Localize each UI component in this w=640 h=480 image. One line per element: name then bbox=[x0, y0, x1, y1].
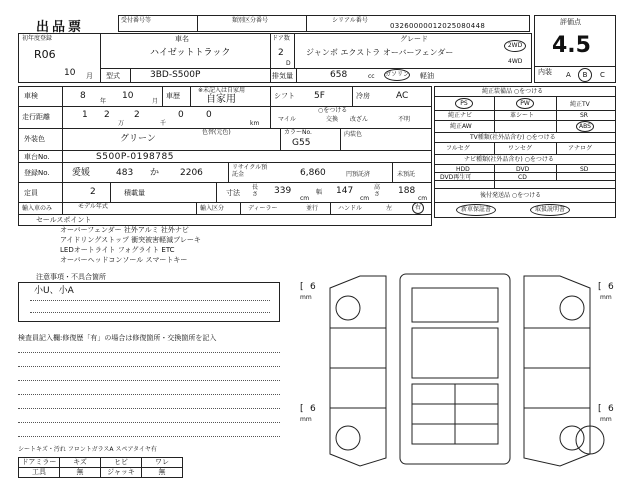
doors-value: 2 bbox=[278, 48, 284, 58]
import-left: 左 bbox=[386, 205, 393, 212]
tv-type-label: TV種類(社外品含む) ○をつける bbox=[470, 134, 556, 141]
car-name-label: 車名 bbox=[175, 35, 189, 43]
width-value: 147 bbox=[336, 186, 354, 196]
inspection-month: 10 bbox=[122, 91, 134, 101]
import-handle: ハンドル bbox=[338, 205, 363, 212]
tire-rr-bracket: [ bbox=[598, 404, 602, 414]
usage-note: ※未記入は自家用 bbox=[198, 87, 246, 94]
tire-rl: 6 bbox=[310, 404, 316, 414]
mileage-label: 走行距離 bbox=[22, 113, 50, 121]
equip-ps-circled: PS bbox=[455, 98, 473, 109]
inspector-title: 検査員記入欄:修復歴「有」の場合は修復箇所・交換箇所を記入 bbox=[18, 334, 217, 342]
shift-value: 5F bbox=[314, 91, 325, 101]
tire-fl-unit: mm bbox=[300, 294, 312, 301]
mileage-digit-4: 0 bbox=[178, 110, 184, 120]
interior-a: A bbox=[566, 71, 571, 79]
import-parallel: 並行 bbox=[306, 205, 319, 212]
tire-fr: 6 bbox=[608, 282, 614, 292]
import-label: 輸入車のみ bbox=[22, 205, 53, 212]
equip-sr: SR bbox=[580, 112, 588, 119]
plate-kana: か bbox=[150, 168, 160, 178]
equip-title: 純正装備品 ○をつける bbox=[482, 88, 544, 95]
bottom-h-scratch: キズ bbox=[60, 458, 101, 468]
plate-class: 483 bbox=[116, 168, 134, 178]
drive-4wd: 4WD bbox=[508, 58, 523, 65]
equip-aw-genuine: 純正AW bbox=[450, 123, 472, 130]
mileage-tampered: 改ざん bbox=[350, 116, 369, 123]
mileage-replaced: 交換 bbox=[326, 116, 339, 123]
inspection-label: 車検 bbox=[24, 92, 38, 100]
tire-fr-bracket: [ bbox=[598, 282, 602, 292]
bottom-v-none-2: 無 bbox=[142, 468, 183, 478]
plate-number: 2206 bbox=[180, 168, 203, 178]
post-send-label: 後付発送品 ○をつける bbox=[480, 192, 542, 199]
tire-fl: 6 bbox=[310, 282, 316, 292]
equip-tv-genuine: 純正TV bbox=[570, 101, 590, 108]
bottom-h-break: ワレ bbox=[142, 458, 183, 468]
tire-rr: 6 bbox=[608, 404, 614, 414]
tv-analog: アナログ bbox=[568, 145, 593, 152]
displacement-value: 658 bbox=[330, 70, 348, 80]
fuel-light: 軽油 bbox=[420, 72, 434, 80]
plate-region: 愛媛 bbox=[72, 168, 91, 178]
bottom-h-crack: ヒビ bbox=[101, 458, 142, 468]
color-code-label: 色替(元色) bbox=[202, 129, 231, 136]
shift-label: シフト bbox=[274, 92, 295, 100]
import-dealer: ディーラー bbox=[248, 205, 278, 212]
bottom-v-none-1: 無 bbox=[60, 468, 101, 478]
car-body-diagram bbox=[290, 268, 630, 474]
bottom-v-jack: ジャッキ bbox=[101, 468, 142, 478]
first-reg-era: R06 bbox=[34, 48, 56, 61]
grade-label: グレード bbox=[400, 35, 428, 43]
chassis-value: S500P-0198785 bbox=[96, 152, 174, 162]
sales-point-line-3: LEDオートライト フォグライト ETC bbox=[60, 246, 175, 254]
navi-cd: CD bbox=[518, 174, 527, 181]
ac-label: 冷房 bbox=[356, 92, 370, 100]
length-value: 339 bbox=[274, 186, 292, 196]
first-reg-month-unit: 月 bbox=[86, 72, 93, 80]
import-model-year: モデル年式 bbox=[78, 203, 108, 210]
new-warranty-circled: 新車保証書 bbox=[456, 204, 496, 216]
tire-rl-bracket: [ bbox=[300, 404, 304, 414]
fuel-gas-circled: ガソリン bbox=[384, 69, 410, 81]
car-name-value: ハイゼットトラック bbox=[150, 48, 231, 58]
bottom-v-tool: 工具 bbox=[19, 468, 60, 478]
recycle-label: リサイクル預託金 bbox=[232, 164, 268, 178]
tire-fl-bracket: [ bbox=[300, 282, 304, 292]
usage-value: 自家用 bbox=[206, 94, 236, 105]
width-label: 幅 bbox=[316, 189, 323, 196]
inspection-year-unit: 年 bbox=[100, 98, 107, 105]
capacity-value: 2 bbox=[90, 187, 96, 197]
sales-point-line-2: アイドリングストップ 衝突被害軽減ブレーキ bbox=[60, 236, 201, 244]
mileage-unit-km: km bbox=[250, 120, 260, 127]
navi-sd: SD bbox=[580, 166, 589, 173]
mileage-digit-5: 0 bbox=[206, 110, 212, 120]
width-unit: cm bbox=[360, 195, 370, 202]
sales-point-line-4: オーバーヘッドコンソール スマートキー bbox=[60, 256, 188, 264]
tire-fr-unit: mm bbox=[600, 294, 612, 301]
first-reg-month: 10 bbox=[64, 68, 76, 78]
sales-point-line-1: オーバーフェンダー 社外アルミ 社外ナビ bbox=[60, 226, 189, 234]
tv-fullseg: フルセグ bbox=[446, 145, 470, 152]
reg-no-label: 類別区分番号 bbox=[232, 17, 269, 24]
mileage-note: ○をつける bbox=[318, 107, 348, 114]
height-unit: cm bbox=[418, 195, 428, 202]
displacement-label: 排気量 bbox=[272, 72, 293, 80]
equip-pw-circled: PW bbox=[516, 98, 534, 109]
equip-leather: 革シート bbox=[510, 112, 535, 119]
manual-circled: 取扱説明書 bbox=[530, 204, 570, 216]
mileage-unknown: 不明 bbox=[398, 116, 411, 123]
score-label: 評価点 bbox=[560, 18, 581, 26]
import-right-circled: 右 bbox=[412, 202, 424, 214]
colorno-value: G55 bbox=[292, 138, 311, 148]
mileage-digit-3: 2 bbox=[134, 110, 140, 120]
inspection-year: 8 bbox=[80, 91, 86, 101]
mileage-digit-2: 2 bbox=[104, 110, 110, 120]
bottom-table bbox=[18, 457, 183, 478]
chassis-label: 車台No. bbox=[24, 153, 50, 161]
size-label: 寸法 bbox=[226, 189, 240, 197]
tire-rl-unit: mm bbox=[300, 416, 312, 423]
usage-label: 車歴 bbox=[166, 92, 180, 100]
mileage-unit-man: 万 bbox=[118, 120, 125, 127]
equip-navi-genuine: 純正ナビ bbox=[448, 112, 473, 119]
mileage-digit-1: 1 bbox=[82, 110, 88, 120]
first-reg-label: 初年度登録 bbox=[22, 35, 53, 42]
color-label: 外装色 bbox=[24, 135, 45, 143]
doors-sub: D bbox=[286, 60, 291, 67]
height-label: 高さ bbox=[374, 184, 381, 198]
length-unit: cm bbox=[300, 195, 310, 202]
navi-hdd: HDD bbox=[456, 166, 470, 173]
mileage-unit-sen: 千 bbox=[160, 120, 167, 127]
tire-rr-unit: mm bbox=[600, 416, 612, 423]
model-label: 型式 bbox=[106, 72, 120, 80]
score-value: 4.5 bbox=[552, 33, 591, 58]
interior-c: C bbox=[600, 71, 605, 79]
height-value: 188 bbox=[398, 186, 416, 196]
drive-2wd-circled: 2WD bbox=[504, 40, 526, 52]
page-title: 出品票 bbox=[36, 20, 85, 35]
recycle-pending: 未預託 bbox=[397, 171, 416, 178]
auction-no-label: 受付番号等 bbox=[121, 17, 152, 24]
recycle-note: 円預託済 bbox=[346, 171, 371, 178]
plate-label: 登録No. bbox=[24, 169, 50, 177]
navi-dvd-play: DVD再生可 bbox=[440, 174, 472, 181]
load-label: 積載量 bbox=[124, 189, 145, 197]
tv-oneseg: ワンセグ bbox=[508, 145, 533, 152]
navi-type-label: ナビ種類(社外品含む) ○をつける bbox=[464, 156, 554, 163]
inner-color-label: 内装色 bbox=[344, 131, 363, 138]
navi-dvd: DVD bbox=[516, 166, 530, 173]
interior-b-circled: B bbox=[578, 68, 592, 82]
equip-abs-circled: ABS bbox=[576, 121, 594, 132]
model-value: 3BD-S500P bbox=[150, 70, 201, 80]
serial-label: シリアル番号 bbox=[332, 17, 368, 24]
import-class-label: 輸入区分 bbox=[200, 205, 225, 212]
capacity-label: 定員 bbox=[24, 189, 38, 197]
color-value: グリーン bbox=[120, 134, 156, 144]
notes-title: 注意事項・不具合箇所 bbox=[36, 273, 106, 281]
colorno-label: カラーNo. bbox=[284, 129, 312, 136]
grade-value: ジャンボ エクストラ オーバーフェンダー bbox=[306, 48, 454, 57]
notes-value: 小U、小A bbox=[34, 286, 74, 296]
bottom-note-title: シートキズ・汚れ フロントガラスA スペアタイヤ有 bbox=[18, 446, 157, 453]
inspection-month-unit: 月 bbox=[152, 98, 159, 105]
interior-label: 内装 bbox=[538, 68, 552, 76]
bottom-h-mirror: ドアミラー bbox=[19, 458, 60, 468]
doors-label: ドア数 bbox=[272, 35, 290, 42]
length-label: 長さ bbox=[252, 184, 259, 198]
recycle-value: 6,860 bbox=[300, 168, 326, 178]
sales-points-title: セールスポイント bbox=[36, 216, 92, 224]
ac-value: AC bbox=[396, 91, 409, 101]
mileage-mile: マイル bbox=[278, 116, 296, 123]
serial-number: 03260000012025080448 bbox=[390, 22, 486, 30]
displacement-unit: cc bbox=[368, 73, 375, 80]
